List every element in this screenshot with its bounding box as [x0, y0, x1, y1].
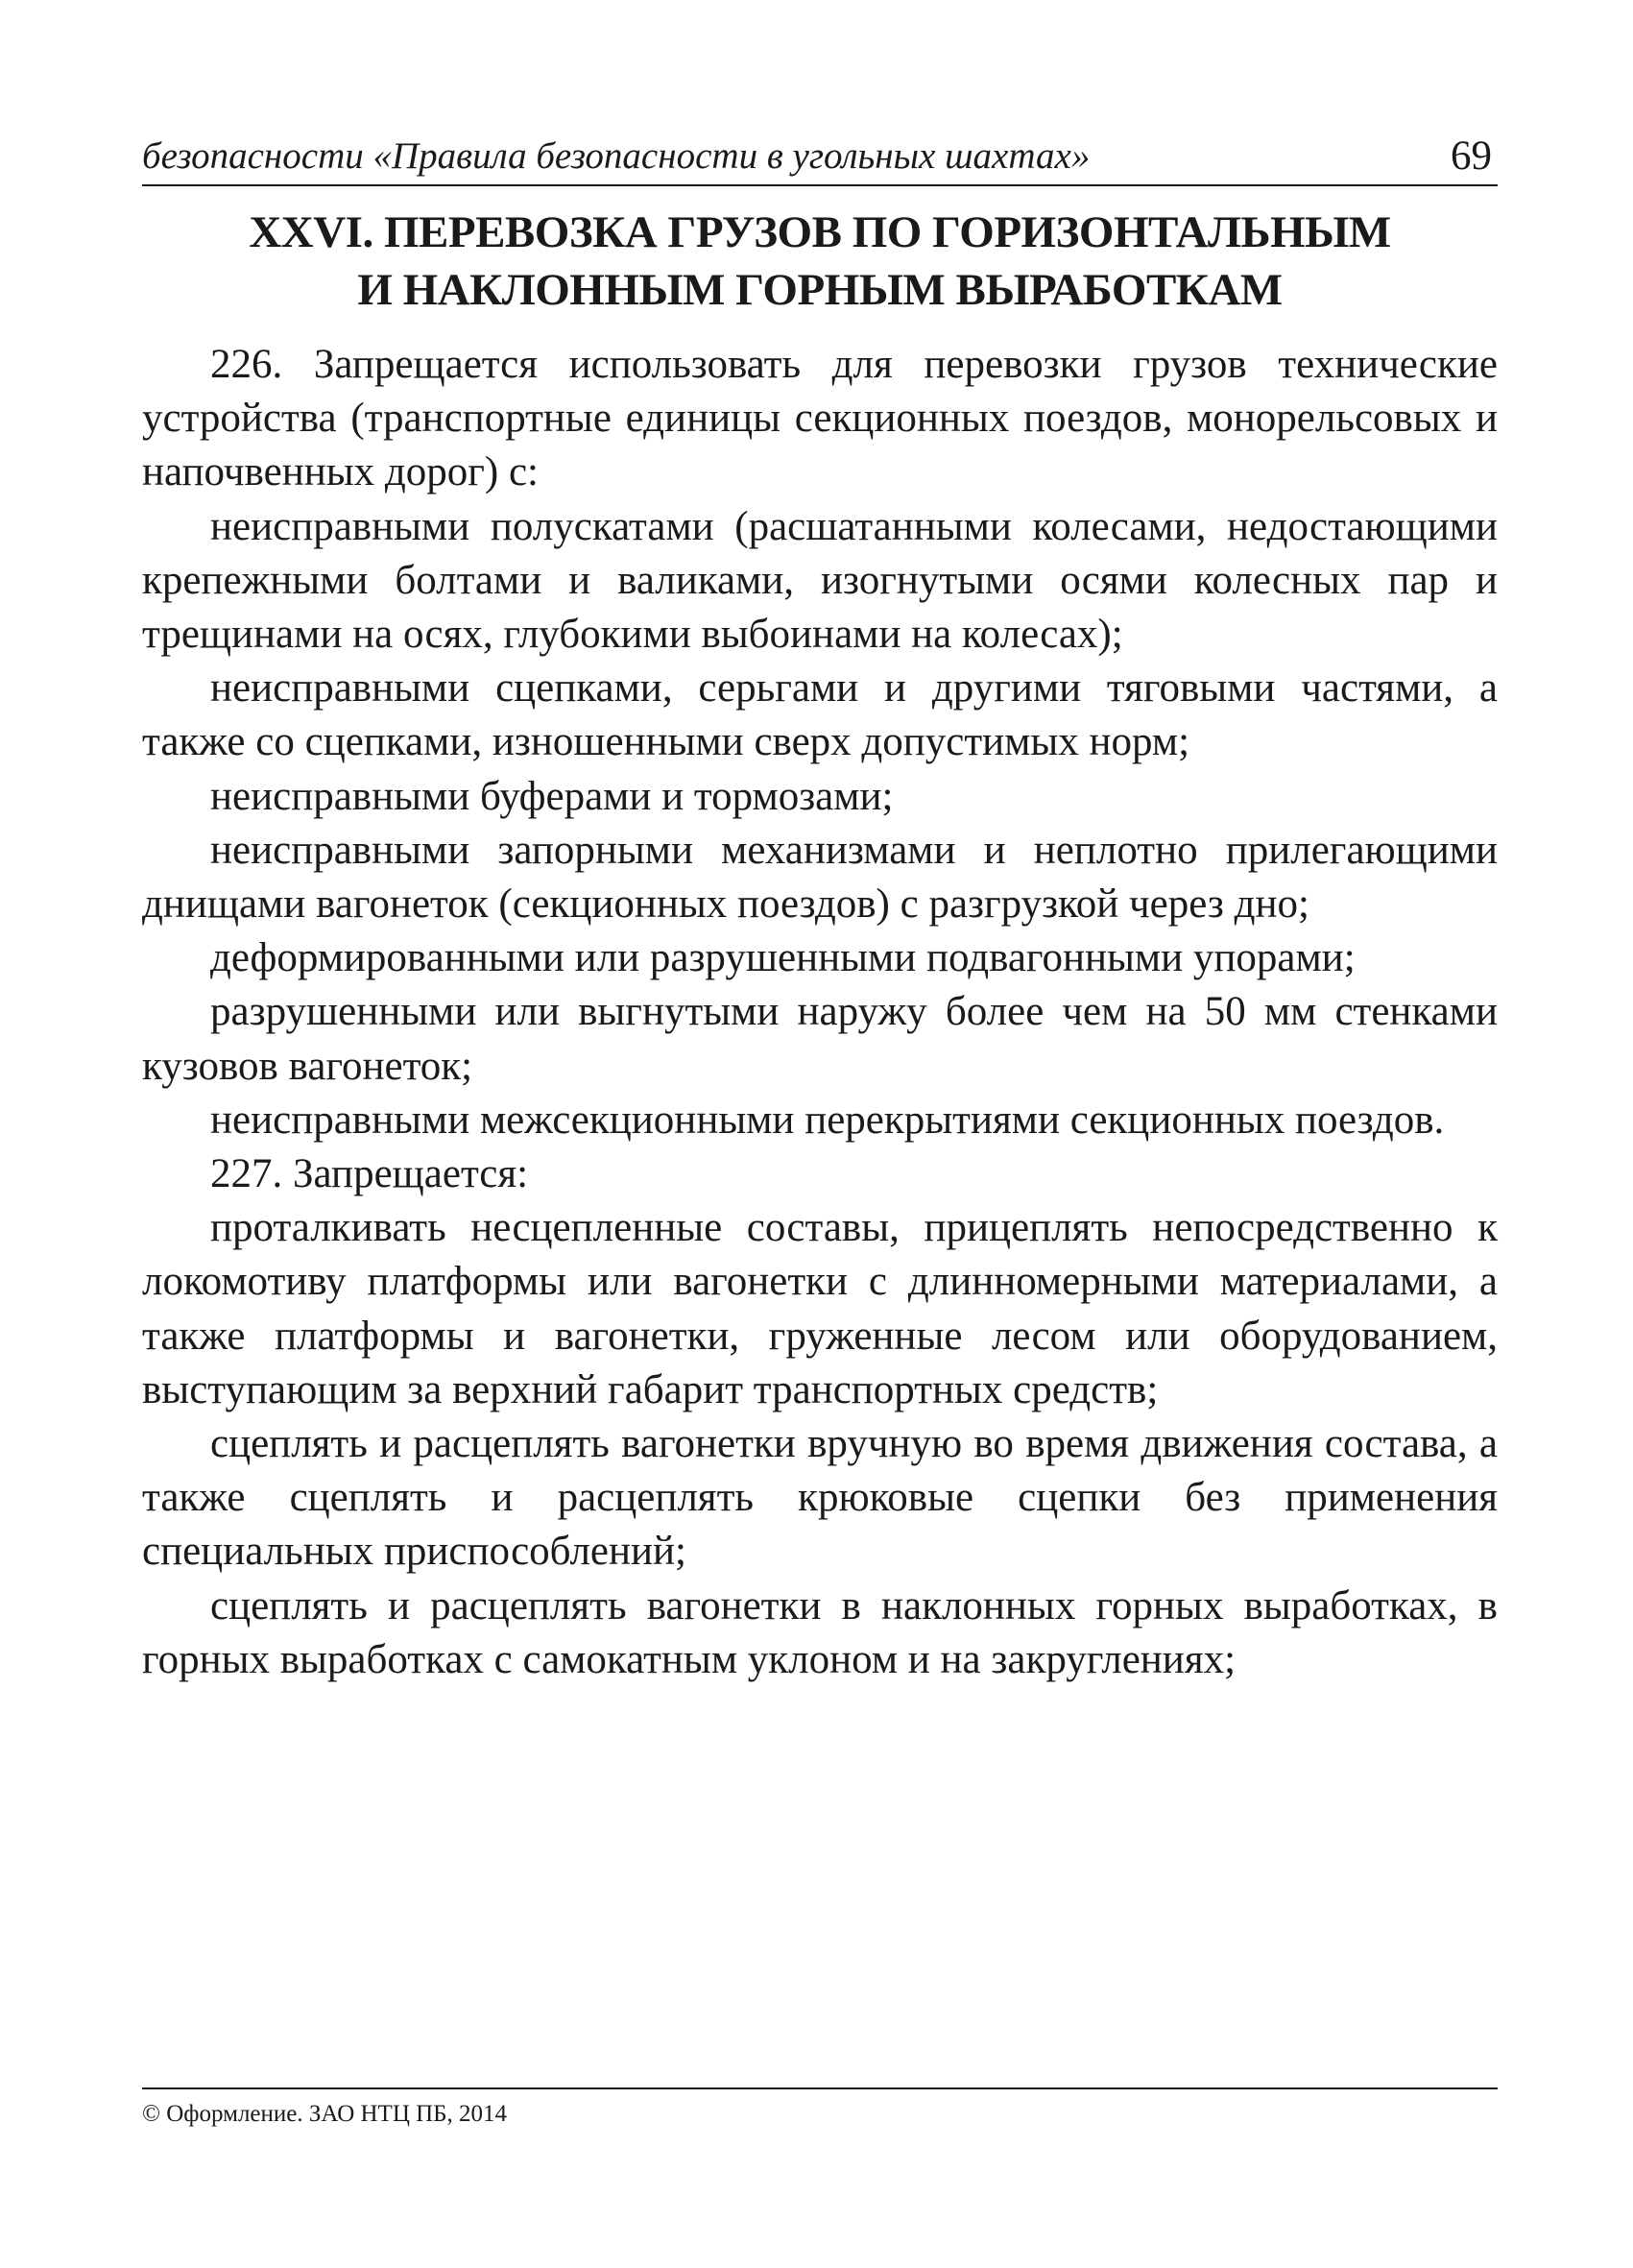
list-item: неисправными буферами и тормозами; [210, 773, 894, 819]
list-item: неисправными межсекционными перекрытиями секционных поездов. [210, 1097, 1445, 1143]
list-item: сцеплять и расцеплять вагонетки вручную во время движения состава, а также сцеплять и расцеплять крюковые сцепки без применения специальных приспособлений; [142, 1421, 1498, 1575]
section-title-line-1: XXVI. ПЕРЕВОЗКА ГРУЗОВ ПО ГОРИЗОНТАЛЬНЫМ [249, 207, 1391, 257]
paragraph-227-intro: 227. Запрещается: [210, 1151, 529, 1197]
paragraph-226-intro: 226. Запрещается использовать для перевозки грузов технические устройства (транспортные единицы секционных поездов, монорельсовых и напочвенных дорог) с: [142, 342, 1498, 495]
running-header [142, 133, 1498, 186]
section-title-line-2: И НАКЛОННЫМ ГОРНЫМ ВЫРАБОТКАМ [357, 265, 1283, 315]
list-item: неисправными сцепками, серьгами и другими тяговыми частями, а также со сцепками, изношенными сверх допустимых норм; [142, 665, 1498, 765]
footer-copyright: © Оформление. ЗАО НТЦ ПБ, 2014 [142, 2101, 508, 2127]
list-item: неисправными полускатами (расшатанными колесами, недостающими крепежными болтами и валиками, изогнутыми осями колесных пар и трещинами на осях, глубокими выбоинами на колесах); [142, 503, 1498, 658]
body-text [142, 338, 1498, 1687]
section-title [142, 204, 1498, 319]
list-item: неисправными запорными механизмами и неплотно прилегающими днищами вагонеток (секционных поездов) с разгрузкой через дно; [142, 827, 1498, 928]
list-item: проталкивать несцепленные составы, прицеплять непосредственно к локомотиву платформы или вагонетки с длинномерными материалами, а также платформы и вагонетки, груженные лесом или оборудованием, выступающим за верхний габарит транспортных средств; [142, 1205, 1498, 1412]
list-item: деформированными или разрушенными подвагонными упорами; [210, 935, 1356, 981]
page-number: 69 [1451, 133, 1492, 179]
running-title: безопасности «Правила безопасности в угольных шахтах» [142, 135, 1091, 177]
list-item: разрушенными или выгнутыми наружу более чем на 50 мм стенками кузовов вагонеток; [142, 989, 1498, 1089]
list-item: сцеплять и расцеплять вагонетки в наклонных горных выработках, в горных выработках с самокатным уклоном и на закруглениях; [142, 1582, 1498, 1682]
footer-divider [142, 2087, 1498, 2089]
